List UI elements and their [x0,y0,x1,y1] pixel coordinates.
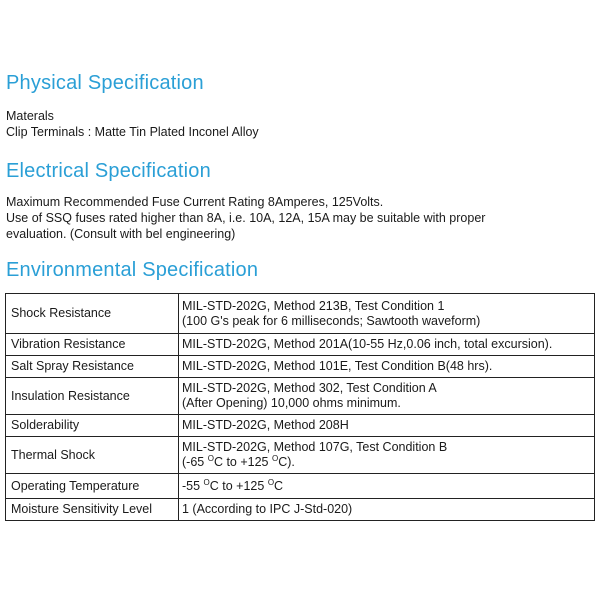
degree-mark: O [207,454,214,463]
value-line: MIL-STD-202G, Method 213B, Test Condition 1 [182,298,445,313]
parameter-cell: Operating Temperature [6,474,179,499]
value-line: MIL-STD-202G, Method 201A(10-55 Hz,0.06 inch, total excursion). [182,337,553,351]
value-line: MIL-STD-202G, Method 208H [182,418,349,432]
value-line: MIL-STD-202G, Method 101E, Test Condition B(48 hrs). [182,359,493,373]
value-cell [179,415,595,437]
value-cell [179,437,595,474]
degree-mark: O [267,477,275,487]
value-line: MIL-STD-202G, Method 302, Test Condition A [182,381,437,395]
table-row [6,378,595,415]
parameter-cell: Moisture Sensitivity Level [6,499,179,521]
electrical-specification-heading: Electrical Specification [6,160,211,182]
value-line: (After Opening) 10,000 ohms minimum. [182,396,401,410]
table-row [6,474,595,499]
degree-mark: O [271,454,279,463]
value-cell [179,356,595,378]
parameter-cell: Salt Spray Resistance [6,356,179,378]
environmental-specification-heading: Environmental Specification [6,259,259,281]
degree-mark: O [203,477,210,487]
value-cell [179,474,595,499]
table-row [6,334,595,356]
table-row [6,499,595,521]
physical-line-materials: Materals [6,109,54,123]
table-row [6,437,595,474]
table-row [6,415,595,437]
value-cell [179,378,595,415]
table-row [6,356,595,378]
temperature-range: (-65 $^O$C to +125 $^O$C). [182,454,295,469]
electrical-line-evaluation: evaluation. (Consult with bel engineering) [6,227,236,241]
value-cell [179,294,595,334]
value-cell [179,334,595,356]
parameter-cell: Insulation Resistance [6,378,179,415]
physical-specification-text [6,108,259,140]
electrical-line-higher-ratings: Use of SSQ fuses rated higher than 8A, i.e. 10A, 12A, 15A may be suitable with proper [6,211,486,225]
value-line: 1 (According to IPC J-Std-020) [182,502,353,516]
value-line: (100 G's peak for 6 milliseconds; Sawtooth waveform) [182,313,481,328]
parameter-cell: Vibration Resistance [6,334,179,356]
electrical-specification-text [6,194,485,242]
parameter-cell: Solderability [6,415,179,437]
physical-specification-heading: Physical Specification [6,72,204,94]
value-cell [179,499,595,521]
physical-line-clip-terminals: Clip Terminals : Matte Tin Plated Inconel Alloy [6,125,259,139]
parameter-cell: Thermal Shock [6,437,179,474]
value-line: MIL-STD-202G, Method 107G, Test Condition B [182,440,448,454]
temperature-range: -55 $^O$C to +125 $^O$C [182,477,284,493]
electrical-line-rating: Maximum Recommended Fuse Current Rating 8Amperes, 125Volts. [6,195,384,209]
environmental-spec-table [5,293,595,521]
table-row [6,294,595,334]
parameter-cell: Shock Resistance [6,294,179,334]
